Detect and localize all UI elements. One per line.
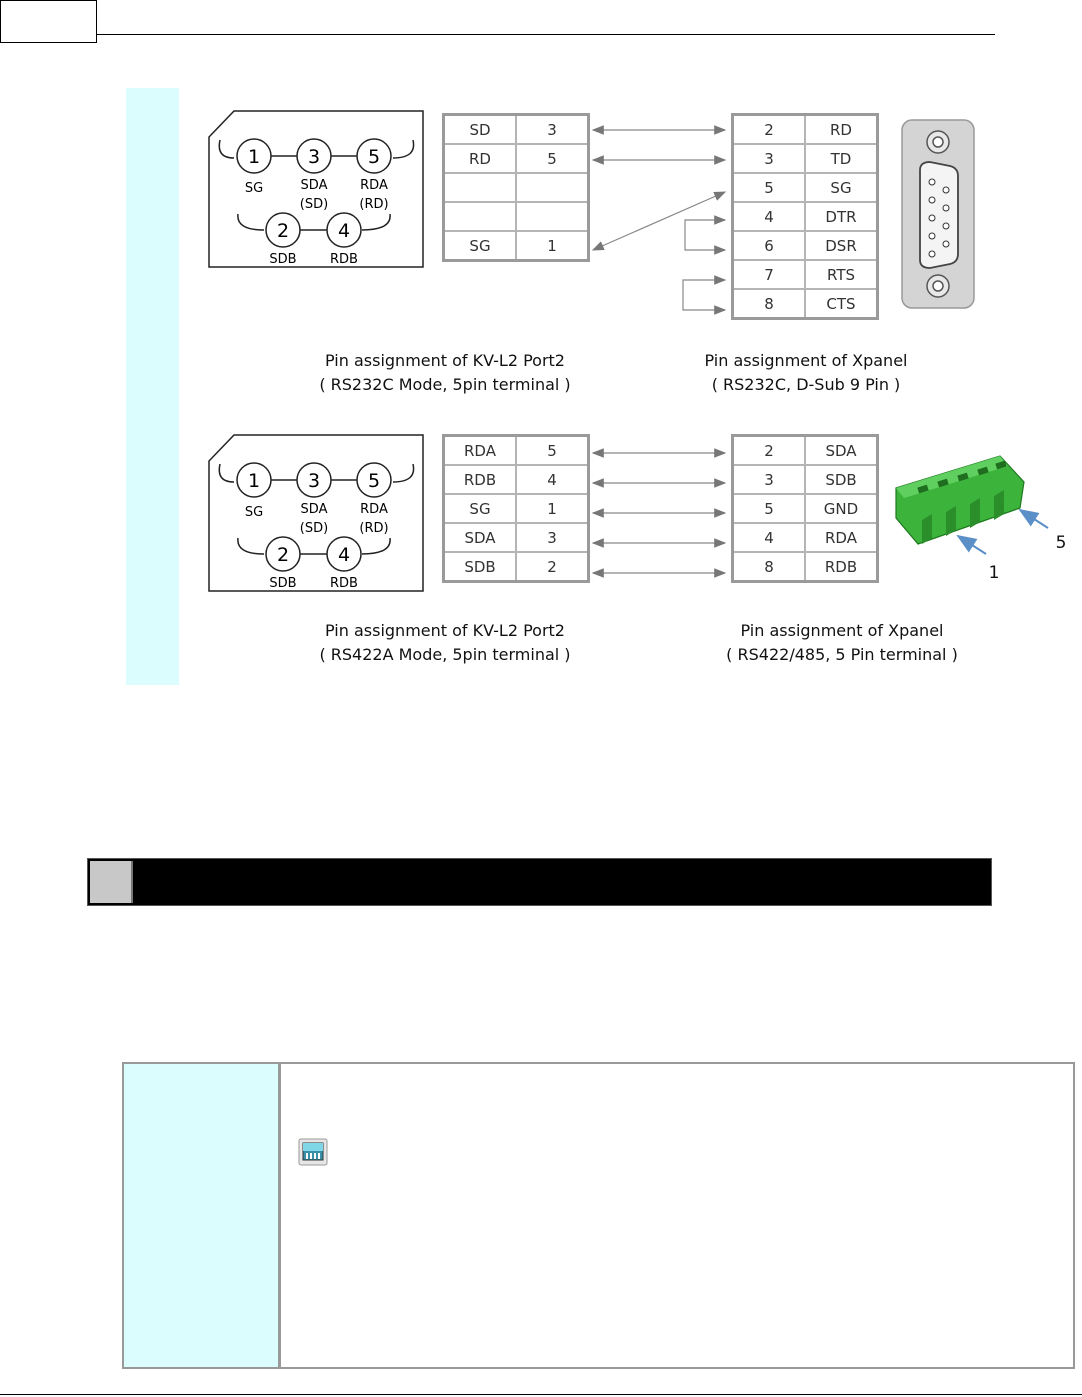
table-row [733, 465, 878, 494]
cyan-margin-strip [126, 88, 179, 685]
connector-pin-label: 5 [1055, 533, 1067, 553]
pin-label: 1 [247, 470, 261, 492]
table-cell: RDB [444, 465, 517, 494]
table-cell: RD [805, 115, 878, 145]
xpanel-pin-table-rs422 [731, 434, 879, 583]
table-row [444, 144, 589, 173]
table-row [444, 115, 589, 145]
table-row [733, 436, 878, 466]
table-row [444, 494, 589, 523]
table-cell: GND [805, 494, 878, 523]
caption-line: Pin assignment of Xpanel [704, 351, 908, 370]
kv-pin-table-rs422 [442, 434, 590, 583]
table-cell: 3 [516, 523, 589, 552]
wiring-arrows-rs422 [585, 434, 735, 594]
table-row [733, 144, 878, 173]
table-cell: RTS [805, 260, 878, 289]
caption-line: ( RS232C Mode, 5pin terminal ) [319, 375, 571, 394]
info-table-label-cell [124, 1064, 281, 1367]
section-marker [90, 861, 133, 903]
table-cell: 3 [733, 144, 806, 173]
header-rule [97, 34, 995, 35]
table-cell: SDB [444, 552, 517, 582]
info-table [122, 1062, 1075, 1369]
pin-label: 1 [247, 146, 261, 168]
pin-label: 5 [367, 470, 381, 492]
table-row [444, 173, 589, 202]
table-cell: SG [444, 494, 517, 523]
caption-line: Pin assignment of KV-L2 Port2 [325, 351, 565, 370]
pin-label: 4 [337, 220, 351, 242]
table-row [444, 436, 589, 466]
page-number-tab [0, 0, 97, 43]
table-row [733, 260, 878, 289]
table-cell: RDA [444, 436, 517, 466]
signal-sub-label: (SD) [299, 521, 329, 536]
pin-label: 2 [276, 544, 290, 566]
pin-label: 3 [307, 470, 321, 492]
connector-pin-label: 1 [988, 563, 1000, 583]
kv-terminal-diagram-rs232 [208, 110, 422, 267]
table-row [444, 552, 589, 582]
kv-pin-table-rs232 [442, 113, 590, 262]
panel-monitor-icon [298, 1138, 328, 1166]
table-cell [444, 173, 517, 202]
table-cell [516, 173, 589, 202]
table-cell: SDB [805, 465, 878, 494]
table-cell: 3 [733, 465, 806, 494]
table-row [733, 173, 878, 202]
table-cell: RDA [805, 523, 878, 552]
signal-label: SDB [269, 252, 297, 267]
signal-sub-label: (RD) [359, 521, 389, 536]
signal-label: RDA [360, 502, 388, 517]
signal-label: SDA [300, 178, 328, 193]
pin-1-pointer [958, 536, 986, 554]
section-heading-bar [87, 858, 992, 906]
signal-label: RDB [330, 576, 358, 591]
loopback-arrow [685, 220, 725, 250]
table-cell: RDB [805, 552, 878, 582]
table-cell: SDA [444, 523, 517, 552]
table-cell: TD [805, 144, 878, 173]
signal-label: RDB [330, 252, 358, 267]
signal-sub-label: (RD) [359, 197, 389, 212]
pin-label: 5 [367, 146, 381, 168]
xpanel-pin-table-rs232 [731, 113, 879, 320]
table-cell: 6 [733, 231, 806, 260]
table-cell: 5 [733, 173, 806, 202]
caption-line: ( RS422/485, 5 Pin terminal ) [726, 645, 958, 664]
caption-line: Pin assignment of KV-L2 Port2 [325, 621, 565, 640]
dsub9-connector-icon [900, 118, 976, 310]
signal-label: SDB [269, 576, 297, 591]
table-cell [444, 202, 517, 231]
table-cell: 2 [516, 552, 589, 582]
table-row [733, 289, 878, 319]
caption-xpanel-rs232 [680, 349, 932, 397]
table-row [733, 523, 878, 552]
table-row [444, 523, 589, 552]
loopback-arrow [683, 280, 725, 310]
table-cell: 5 [733, 494, 806, 523]
table-cell: DTR [805, 202, 878, 231]
table-cell: 7 [733, 260, 806, 289]
table-cell: DSR [805, 231, 878, 260]
table-cell: SDA [805, 436, 878, 466]
table-row [733, 202, 878, 231]
table-cell: SG [444, 231, 517, 261]
pin-5-pointer [1020, 510, 1048, 528]
table-cell: 8 [733, 552, 806, 582]
table-cell: SG [805, 173, 878, 202]
pin-label: 2 [276, 220, 290, 242]
wire-arrow [593, 192, 725, 250]
table-row [444, 231, 589, 261]
table-cell: 3 [516, 115, 589, 145]
caption-kv-rs422 [300, 619, 590, 667]
table-cell: 5 [516, 436, 589, 466]
table-cell: 4 [733, 202, 806, 231]
table-row [733, 494, 878, 523]
signal-label: SDA [300, 502, 328, 517]
table-cell: 8 [733, 289, 806, 319]
pin-label: 3 [307, 146, 321, 168]
table-cell [516, 202, 589, 231]
signal-label: RDA [360, 178, 388, 193]
table-cell: 4 [733, 523, 806, 552]
table-row [444, 202, 589, 231]
caption-kv-rs232 [300, 349, 590, 397]
table-row [733, 231, 878, 260]
table-cell: 1 [516, 494, 589, 523]
footer-rule [0, 1394, 1082, 1395]
table-cell: RD [444, 144, 517, 173]
table-cell: 4 [516, 465, 589, 494]
signal-label: SG [244, 181, 264, 196]
caption-line: ( RS422A Mode, 5pin terminal ) [319, 645, 571, 664]
table-row [733, 115, 878, 145]
table-cell: 5 [516, 144, 589, 173]
table-cell: SD [444, 115, 517, 145]
kv-terminal-diagram-rs422 [208, 434, 422, 591]
table-row [444, 465, 589, 494]
pin-label: 4 [337, 544, 351, 566]
caption-xpanel-rs422 [706, 619, 978, 667]
signal-sub-label: (SD) [299, 197, 329, 212]
table-cell: 1 [516, 231, 589, 261]
table-cell: 2 [733, 115, 806, 145]
wiring-arrows-rs232 [585, 110, 735, 330]
terminal-block-connector-icon [888, 448, 1076, 588]
table-cell: 2 [733, 436, 806, 466]
table-row [733, 552, 878, 582]
caption-line: ( RS232C, D-Sub 9 Pin ) [711, 375, 901, 394]
caption-line: Pin assignment of Xpanel [740, 621, 944, 640]
table-cell: CTS [805, 289, 878, 319]
signal-label: SG [244, 505, 264, 520]
